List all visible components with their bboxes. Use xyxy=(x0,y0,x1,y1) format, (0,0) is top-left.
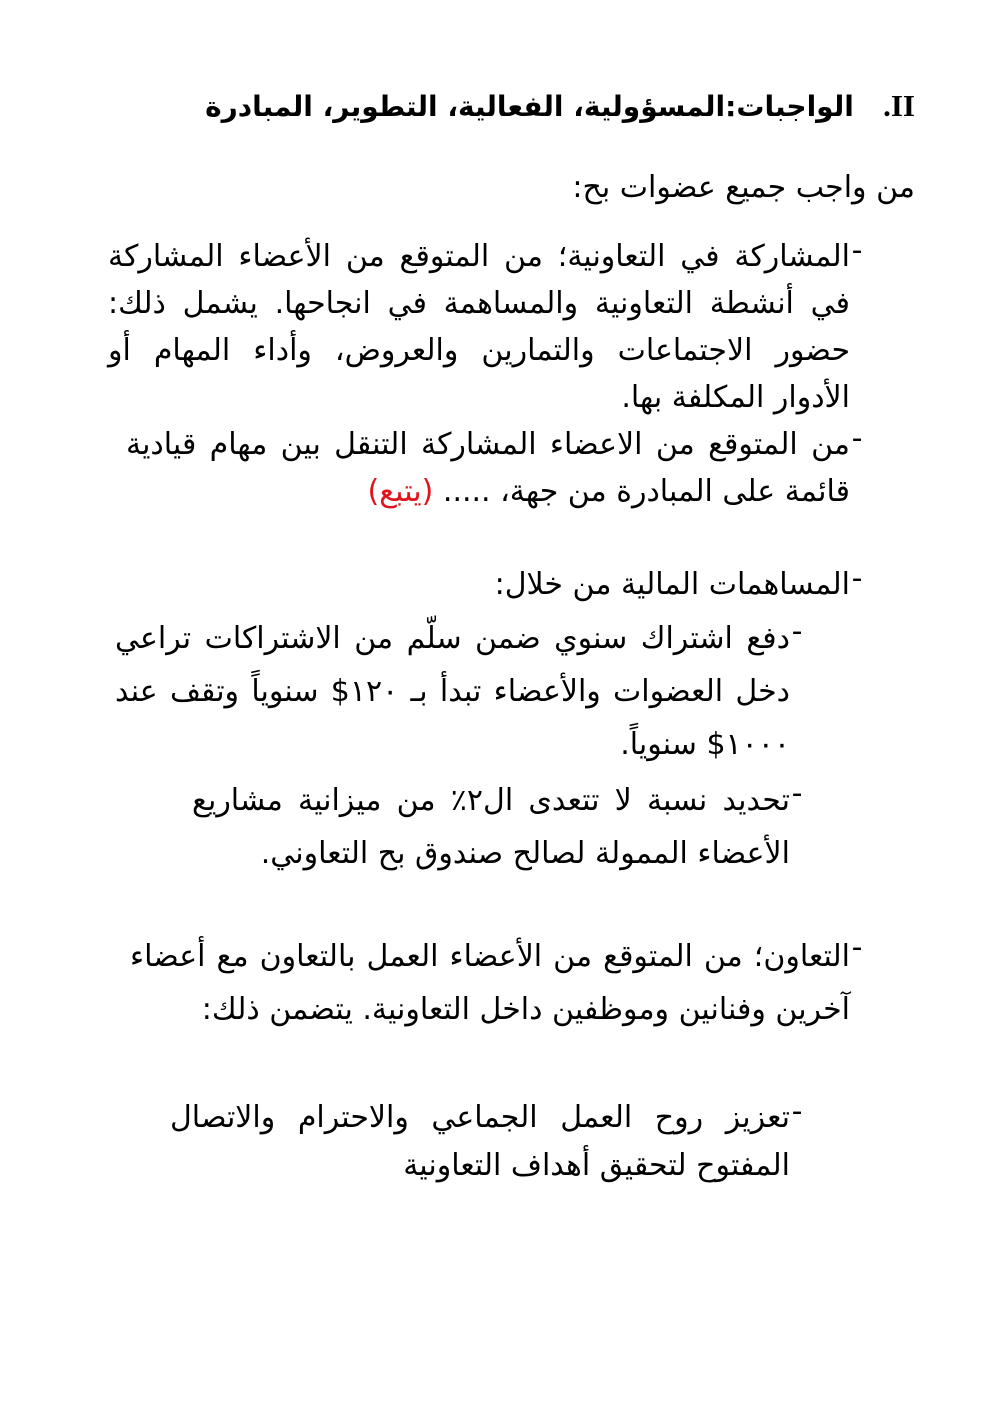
intro-text: من واجب جميع عضوات بح: xyxy=(572,170,915,205)
annual-fee-paragraph: دفع اشتراك سنوي ضمن سلّم من الاشتراكات تراعي دخل العضوات والأعضاء تبدأ بـ ١٢٠$ سنوياً وتقف عند ١٠٠٠$ سنوياً. xyxy=(115,621,791,762)
participation-paragraph: المشاركة في التعاونية؛ من المتوقع من الأعضاء المشاركة في أنشطة التعاونية والمساهمة في انجاحها. يشمل ذلك: حضور الاجتماعات والتمارين والعروض، وأداء المهام أو الأدوار المكلفة بها. xyxy=(108,239,850,415)
financial-heading: المساهمات المالية من خلال: xyxy=(494,567,850,602)
to-follow-note: (يتبع) xyxy=(367,474,434,509)
section-heading xyxy=(205,88,915,124)
teamwork-paragraph: تعزيز روح العمل الجماعي والاحترام والاتصال المفتوح لتحقيق أهداف التعاونية xyxy=(170,1100,790,1183)
bullet-dash: - xyxy=(791,776,803,811)
bullet-dash: - xyxy=(791,1094,803,1129)
bullet-dash: - xyxy=(851,561,863,596)
bullet-dash: - xyxy=(851,233,863,268)
section-number: II. xyxy=(883,88,915,123)
section-title: الواجبات:المسؤولية، الفعالية، التطوير، المبادرة xyxy=(205,90,854,123)
bullet-dash: - xyxy=(851,930,863,965)
cooperation-paragraph: التعاون؛ من المتوقع من الأعضاء العمل بالتعاون مع أعضاء آخرين وفنانين وموظفين داخل التعاونية. يتضمن ذلك: xyxy=(130,939,850,1027)
leadership-text: من المتوقع من الاعضاء المشاركة التنقل بين مهام قيادية قائمة على المبادرة من جهة، ..... xyxy=(126,427,850,509)
bullet-dash: - xyxy=(851,421,863,456)
leadership-paragraph xyxy=(126,421,850,515)
bullet-dash: - xyxy=(791,614,803,649)
percentage-paragraph: تحديد نسبة لا تتعدى ال٢٪ من ميزانية مشاريع الأعضاء الممولة لصالح صندوق بح التعاوني. xyxy=(192,783,790,871)
